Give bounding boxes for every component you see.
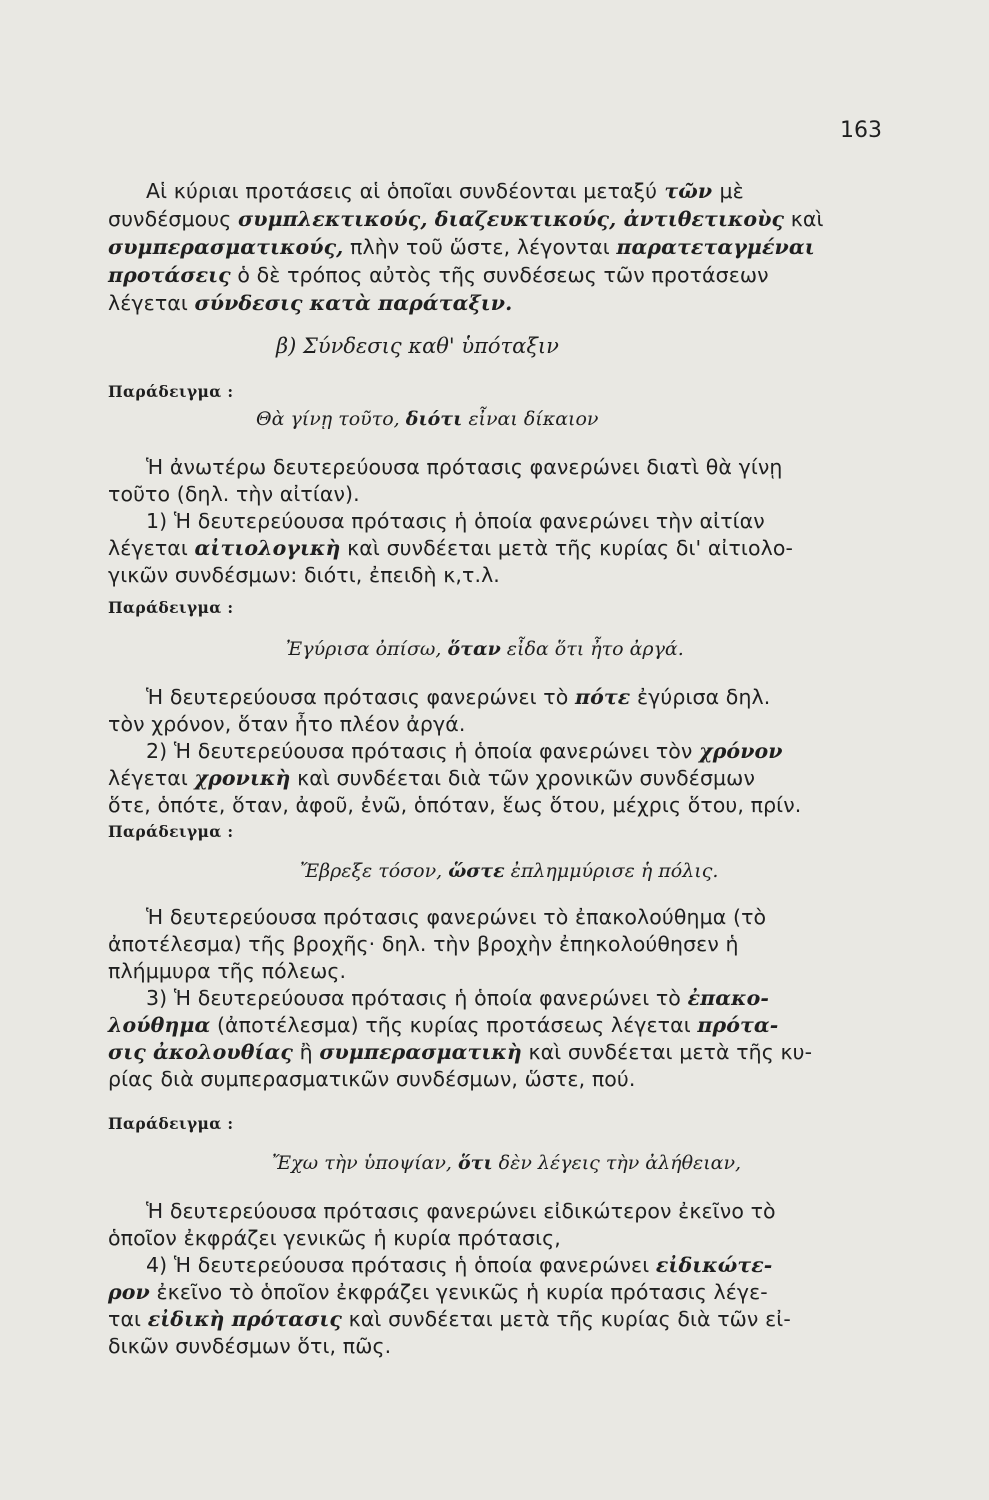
- p2-line-4: [108, 535, 793, 561]
- p1-line-3: [108, 234, 815, 260]
- example-4: [272, 1152, 741, 1174]
- example-label: Παράδειγμα :: [108, 598, 234, 617]
- p2-line-5: γικῶν συνδέσμων: διότι, ἐπειδὴ κ,τ.λ.: [108, 563, 500, 587]
- p1-line-1: [146, 178, 744, 204]
- p2-line-1: Ἡ ἀνωτέρω δευτερεύουσα πρότασις φανερώνει διατὶ θὰ γίνῃ: [146, 455, 783, 479]
- text: λέγεται: [108, 291, 195, 315]
- example-label: Παράδειγμα :: [108, 1114, 234, 1133]
- p2-line-2: τοῦτο (δηλ. τὴν αἰτίαν).: [108, 482, 360, 506]
- p4-line-1: Ἡ δευτερεύουσα πρότασις φανερώνει τὸ ἐπακολούθημα (τὸ: [146, 905, 767, 929]
- text: καὶ συνδέεται μετὰ τῆς κυ-: [521, 1040, 813, 1064]
- text: ται: [108, 1307, 148, 1331]
- text: 2) Ἡ δευτερεύουσα πρότασις ἡ ὁποία φανερώνει τὸν: [146, 739, 700, 763]
- text: καὶ συνδέεται μετὰ τῆς κυρίας δι' αἰτιολο-: [340, 536, 793, 560]
- p5-line-4: [108, 1279, 768, 1305]
- text: Ἐγύρισα ὀπίσω,: [286, 638, 448, 660]
- term: συμπερασματικούς,: [108, 235, 344, 259]
- p3-line-4: [108, 765, 755, 791]
- term: πρότα-: [697, 1013, 779, 1037]
- example-label: Παράδειγμα :: [108, 822, 234, 841]
- term: εἰδικώτε-: [655, 1253, 773, 1277]
- term: χρόνον: [699, 739, 783, 763]
- term: διότι: [405, 408, 463, 430]
- p5-line-3: [146, 1252, 772, 1278]
- term: ὅτι: [457, 1152, 493, 1174]
- term: σις ἀκολουθίας: [108, 1040, 293, 1064]
- example-3: [300, 860, 718, 882]
- p4-line-2: ἀποτέλεσμα) τῆς βροχῆς· δηλ. τὴν βροχὴν ἐπηκολούθησεν ἡ: [108, 932, 739, 956]
- p1-line-4: [108, 262, 769, 288]
- text: μὲ: [719, 179, 744, 203]
- term: ρον: [108, 1280, 150, 1304]
- text: τῶν: [657, 179, 720, 203]
- p5-line-1: Ἡ δευτερεύουσα πρότασις φανερώνει εἰδικώτερον ἐκεῖνο τὸ: [146, 1199, 776, 1223]
- text: εἶναι δίκαιον: [462, 408, 599, 430]
- text: ἐκεῖνο τὸ ὁποῖον ἐκφράζει γενικῶς ἡ κυρία πρότασις λέγε-: [149, 1280, 768, 1304]
- text: εἶδα ὅτι ἦτο ἀργά.: [500, 638, 684, 660]
- p4-line-7: ρίας διὰ συμπερασματικῶν συνδέσμων, ὥστε, πού.: [108, 1067, 636, 1091]
- text: καὶ συνδέεται μετὰ τῆς κυρίας διὰ τῶν εἰ-: [342, 1307, 791, 1331]
- p4-line-5: [108, 1012, 778, 1038]
- text: 3) Ἡ δευτερεύουσα πρότασις ἡ ὁποία φανερώνει τὸ: [146, 986, 688, 1010]
- text: λέγεται: [108, 536, 195, 560]
- text: ὁ δὲ τρόπος αὐτὸς τῆς συνδέσεως τῶν προτάσεων: [230, 263, 769, 287]
- text: ἐπλημμύρισε ἡ πόλις.: [504, 860, 719, 882]
- p1-line-5: [108, 290, 512, 316]
- term: σύνδεσις κατὰ παράταξιν.: [194, 291, 513, 315]
- term: εἰδικὴ πρότασις: [147, 1307, 342, 1331]
- term: παρατεταγμέναι: [616, 235, 815, 259]
- term: προτάσεις: [108, 263, 231, 287]
- text: δὲν λέγεις τὴν ἀλήθειαν,: [492, 1152, 742, 1174]
- p4-line-3: πλήμμυρα τῆς πόλεως.: [108, 959, 347, 983]
- text: καὶ συνδέεται διὰ τῶν χρονικῶν συνδέσμων: [290, 766, 756, 790]
- p5-line-2: ὁποῖον ἐκφράζει γενικῶς ἡ κυρία πρότασις,: [108, 1226, 561, 1250]
- text: (ἀποτέλεσμα) τῆς κυρίας προτάσεως λέγεται: [210, 1013, 698, 1037]
- text: Θὰ γίνῃ τοῦτο,: [256, 408, 406, 430]
- example-label: Παράδειγμα :: [108, 382, 234, 401]
- p4-line-6: [108, 1039, 812, 1065]
- term: πότε: [575, 685, 631, 709]
- term: ὥστε: [448, 860, 505, 882]
- p3-line-1: [146, 684, 770, 710]
- term: χρονικὴ: [194, 766, 291, 790]
- page-number: 163: [840, 118, 882, 143]
- term: συμπλεκτικούς, διαζευκτικούς, ἀντιθετικοὺς: [238, 207, 785, 231]
- text: πλὴν τοῦ ὥστε, λέγονται: [343, 235, 617, 259]
- text: καὶ: [784, 207, 824, 231]
- text: λέγεται: [108, 766, 195, 790]
- text: Ἔχω τὴν ὑποψίαν,: [272, 1152, 458, 1174]
- p3-line-2: τὸν χρόνον, ὅταν ἦτο πλέον ἀργά.: [108, 712, 466, 736]
- p4-line-4: [146, 985, 769, 1011]
- text: ἢ: [293, 1040, 320, 1064]
- p5-line-5: [108, 1306, 791, 1332]
- text: 4) Ἡ δευτερεύουσα πρότασις ἡ ὁποία φανερώνει: [146, 1253, 656, 1277]
- term: αἰτιολογικὴ: [194, 536, 341, 560]
- example-2: [286, 638, 684, 660]
- text: Αἱ κύριαι προτάσεις αἱ ὁποῖαι συνδέονται μεταξύ: [146, 179, 658, 203]
- text: Ἡ δευτερεύουσα πρότασις φανερώνει τὸ: [146, 685, 575, 709]
- text: ἐγύρισα δηλ.: [630, 685, 771, 709]
- p2-line-3: 1) Ἡ δευτερεύουσα πρότασις ἡ ὁποία φανερώνει τὴν αἰτίαν: [146, 509, 765, 533]
- term: ὅταν: [447, 638, 501, 660]
- p1-line-2: [108, 206, 824, 232]
- p5-line-6: δικῶν συνδέσμων ὅτι, πῶς.: [108, 1334, 392, 1358]
- p3-line-3: [146, 738, 783, 764]
- term: λούθημα: [108, 1013, 211, 1037]
- p3-line-5: ὅτε, ὁπότε, ὅταν, ἀφοῦ, ἐνῶ, ὁπόταν, ἕως ὅτου, μέχρις ὅτου, πρίν.: [108, 793, 802, 817]
- term: συμπερασματικὴ: [319, 1040, 522, 1064]
- section-heading: β) Σύνδεσις καθ' ὑπόταξιν: [276, 334, 559, 358]
- text: Ἔβρεξε τόσον,: [300, 860, 449, 882]
- text: συνδέσμους: [108, 207, 239, 231]
- term: ἐπακο-: [687, 986, 769, 1010]
- example-1: [256, 408, 598, 430]
